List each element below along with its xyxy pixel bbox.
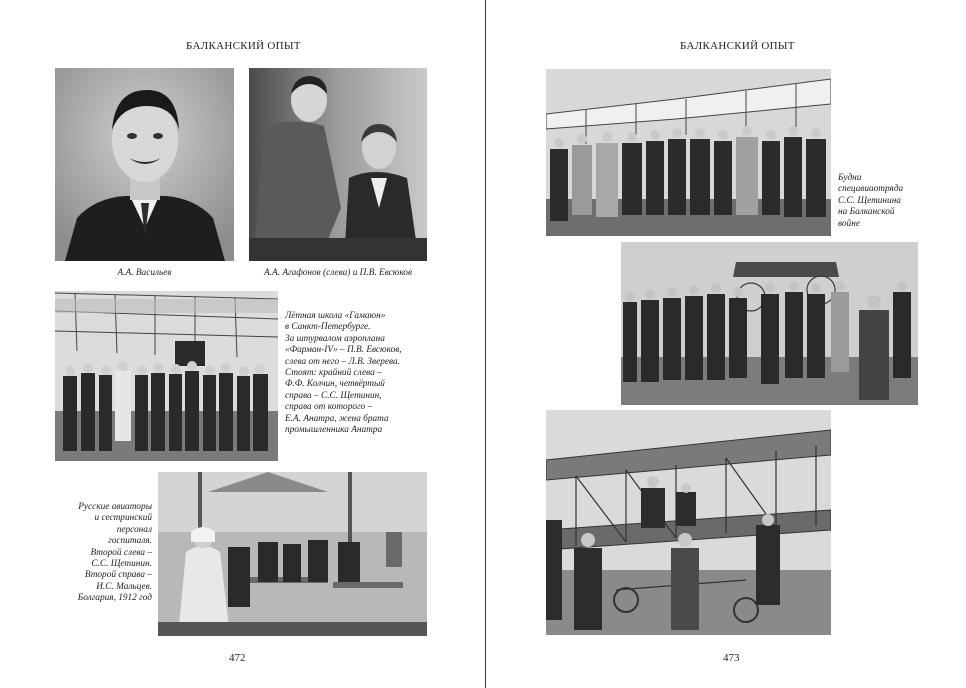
caption-line: Болгария, 1912 год xyxy=(77,593,152,604)
caption-line: «Фарман-IV» – П.В. Евсюков, xyxy=(285,345,402,356)
biplane-photo xyxy=(546,410,831,635)
caption-line: Второй слева – xyxy=(90,547,152,558)
caption-flight-school xyxy=(285,311,420,436)
caption-line: справа – С.С. Щетинин, xyxy=(285,390,382,401)
caption-line: в Санкт-Петербурге. xyxy=(285,322,371,333)
caption-detachment xyxy=(838,173,938,230)
left-running-head: БАЛКАНСКИЙ ОПЫТ xyxy=(186,40,301,52)
flight-school-photo xyxy=(55,291,278,461)
hospital-photo xyxy=(158,472,427,636)
caption-line: справа от которого – xyxy=(285,402,373,413)
portrait-vasiliev-photo xyxy=(55,68,234,261)
caption-line: Стоят: крайний слева – xyxy=(285,368,382,379)
caption-line: спецавиаотряда xyxy=(838,184,904,195)
caption-line: промышленника Анатра xyxy=(285,425,383,436)
left-page-number: 472 xyxy=(229,652,246,664)
detachment-group-photo-2 xyxy=(621,242,918,405)
caption-hospital xyxy=(60,502,152,605)
caption-line: С.С. Щетинин. xyxy=(91,559,152,570)
caption-line: Ф.Ф. Колчин, четвёртый xyxy=(285,379,385,390)
spread-divider xyxy=(485,0,486,688)
caption-line: на Балканской xyxy=(838,207,895,218)
caption-line: персонал xyxy=(116,524,152,535)
caption-line: слева от него – Л.В. Зверева. xyxy=(285,356,400,367)
caption-vasiliev: А.А. Васильев xyxy=(117,268,172,278)
detachment-group-photo-1 xyxy=(546,69,831,236)
caption-line: За штурвалом аэроплана xyxy=(285,333,385,344)
caption-line: госпиталя. xyxy=(108,536,152,547)
caption-line: войне xyxy=(838,218,860,229)
right-running-head: БАЛКАНСКИЙ ОПЫТ xyxy=(680,40,795,52)
caption-line: Второй справа – xyxy=(84,570,152,581)
right-page-number: 473 xyxy=(723,652,740,664)
portrait-agafonov-evsyukov-photo xyxy=(249,68,427,261)
caption-line: и сестринский xyxy=(94,513,152,524)
caption-line: И.С. Мальцев. xyxy=(96,581,152,592)
caption-line: Лётная школа «Гамаюн» xyxy=(285,311,386,321)
caption-agafonov-evsyukov: А.А. Агафонов (слева) и П.В. Евсюков xyxy=(264,268,412,278)
caption-line: С.С. Щетинина xyxy=(838,195,901,206)
caption-line: Русские авиаторы xyxy=(78,502,152,512)
caption-line: Будни xyxy=(838,173,862,183)
caption-line: Е.А. Анатра, жена брата xyxy=(285,413,389,424)
